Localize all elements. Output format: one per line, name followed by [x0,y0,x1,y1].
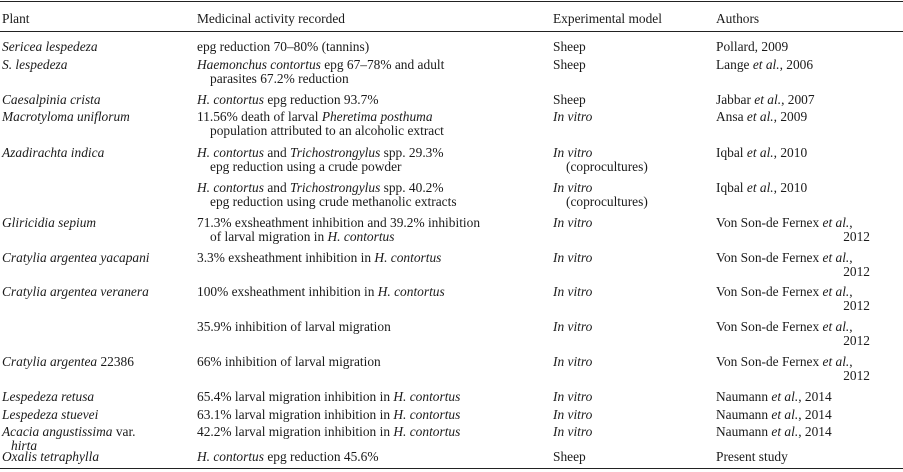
plant-genus-species: Acacia angustissima [2,424,113,439]
text-segment: , [849,319,853,334]
text-segment: Haemonchus contortus [197,57,321,72]
authors-text [716,58,813,72]
model-text: (coprocultures) [566,159,648,174]
text-segment: Von Son-de Fernex [716,284,823,299]
header-authors: Authors [716,11,760,26]
activity-text [197,320,391,334]
text-segment: parasites 67.2% reduction [210,71,349,86]
model-text: In vitro [553,354,593,369]
text-segment: , 2010 [773,145,808,160]
plant-name: Azadirachta indica [2,145,105,160]
model-text: In vitro [553,407,593,422]
text-segment: Present study [716,449,788,464]
plant-name: Sericea lespedeza [2,39,98,54]
text-segment: H. contortus [374,250,442,265]
plant-name: Oxalis tetraphylla [2,449,100,464]
activity-text [197,40,369,54]
text-segment: Jabbar [716,92,755,107]
model-text: (coprocultures) [566,194,648,209]
authors-text [843,369,870,383]
text-segment: Von Son-de Fernex [716,250,823,265]
text-segment: 2012 [843,298,870,313]
activity-text [210,230,394,244]
text-segment: et al. [822,284,850,299]
text-segment: H. contortus [197,145,264,160]
activity-text [197,58,444,72]
authors-text [716,251,853,265]
text-segment: , 2014 [798,389,832,404]
activity-text [197,285,445,299]
plant-cultivar: 22386 [97,354,134,369]
text-segment: epg reduction using crude methanolic extracts [210,194,457,209]
text-segment: epg 67–78% and adult [320,57,445,72]
text-segment: epg reduction using a crude powder [210,159,402,174]
text-segment: epg reduction 70–80% (tannins) [197,39,370,54]
text-segment: 3.3% exsheathment inhibition in [197,250,375,265]
text-segment: et al. [771,389,799,404]
text-segment: epg reduction 45.6% [263,449,379,464]
text-segment: 66% inhibition of larval migration [197,354,381,369]
text-segment: , 2010 [773,180,808,195]
text-segment: H. contortus [197,180,264,195]
authors-text [716,216,853,230]
text-segment: 2012 [843,368,870,383]
text-segment: , [849,354,853,369]
authors-text [716,320,853,334]
model-text: Sheep [553,449,586,464]
text-segment: 100% exsheathment inhibition in [197,284,378,299]
activity-text [197,251,441,265]
text-segment: 2012 [843,229,870,244]
text-segment: Naumann [716,389,772,404]
text-segment: and [263,145,290,160]
authors-text [716,146,807,160]
activity-text [197,181,444,195]
activity-text [210,72,349,86]
header-activity: Medicinal activity recorded [197,11,345,26]
text-segment: Von Son-de Fernex [716,319,823,334]
text-segment: Trichostrongylus [290,145,381,160]
text-segment: , [849,250,853,265]
plant-name: Lespedeza retusa [2,389,95,404]
model-text: Sheep [553,39,586,54]
text-segment: of larval migration in [210,229,328,244]
text-segment: Pheretima posthuma [321,109,433,124]
authors-text [716,355,853,369]
authors-text [843,230,870,244]
authors-text [843,265,870,279]
text-segment: 2012 [843,333,870,348]
activity-text [197,390,460,404]
model-text: In vitro [553,180,593,195]
text-segment: Lange [716,57,753,72]
authors-text [716,390,832,404]
text-segment: Iqbal [716,180,747,195]
text-segment: et al. [822,354,850,369]
model-text: In vitro [553,319,593,334]
text-segment: H. contortus [377,284,445,299]
plant-name: Macrotyloma uniflorum [2,109,130,124]
model-text: Sheep [553,57,586,72]
activity-text [197,93,379,107]
text-segment: H. contortus [393,407,461,422]
authors-text [716,181,807,195]
activity-text [210,160,402,174]
text-segment: , [849,284,853,299]
text-segment: 11.56% death of larval [197,109,322,124]
authors-text [716,425,832,439]
text-segment: et al. [754,92,782,107]
activity-text [197,146,444,160]
authors-text [843,334,870,348]
text-segment: , 2006 [779,57,814,72]
text-segment: H. contortus [197,92,264,107]
text-segment: 65.4% larval migration inhibition in [197,389,394,404]
activity-text [210,195,457,209]
text-segment: population attributed to an alcoholic extract [210,123,444,138]
text-segment: et al. [752,57,780,72]
authors-text [716,450,788,464]
header-rule [0,31,903,32]
text-segment: et al. [746,109,774,124]
text-segment: 63.1% larval migration inhibition in [197,407,394,422]
bottom-rule [0,468,903,469]
model-text: In vitro [553,215,593,230]
authors-text [716,40,788,54]
authors-text [716,408,832,422]
header-plant: Plant [2,11,30,26]
plant-name [2,355,134,369]
text-segment: , 2014 [798,407,832,422]
text-segment: et al. [746,145,774,160]
text-segment: and [263,180,290,195]
text-segment: H. contortus [197,449,264,464]
text-segment: 42.2% larval migration inhibition in [197,424,394,439]
plant-name: Caesalpinia crista [2,92,101,107]
plant-name [2,425,136,439]
activity-text [197,408,460,422]
plant-name: Cratylia argentea yacapani [2,250,150,265]
header-model: Experimental model [553,11,662,26]
text-segment: Von Son-de Fernex [716,354,823,369]
text-segment: H. contortus [393,424,461,439]
text-segment: spp. 40.2% [380,180,444,195]
activity-text [210,124,444,138]
text-segment: Trichostrongylus [290,180,381,195]
plant-name: Lespedeza stuevei [2,407,99,422]
text-segment: et al. [822,319,850,334]
text-segment: Pollard, 2009 [716,39,789,54]
authors-text [716,285,853,299]
text-segment: H. contortus [393,389,461,404]
text-segment: Ansa [716,109,747,124]
activity-text [197,450,379,464]
text-segment: et al. [746,180,774,195]
plant-name: Gliricidia sepium [2,215,97,230]
activity-text [197,425,460,439]
text-segment: spp. 29.3% [380,145,444,160]
text-segment: , [849,215,853,230]
activity-text [197,216,480,230]
model-text: In vitro [553,389,593,404]
text-segment: et al. [822,215,850,230]
text-segment: Iqbal [716,145,747,160]
text-segment: Von Son-de Fernex [716,215,823,230]
text-segment: Naumann [716,407,772,422]
text-segment: , 2009 [773,109,808,124]
text-segment: 71.3% exsheathment inhibition and 39.2% inhibition [197,215,481,230]
model-text: In vitro [553,250,593,265]
model-text: In vitro [553,145,593,160]
authors-text [716,93,815,107]
text-segment: Naumann [716,424,772,439]
plant-variety: hirta [11,438,38,453]
top-rule [0,1,903,2]
text-segment: 35.9% inhibition of larval migration [197,319,391,334]
text-segment: epg reduction 93.7% [263,92,379,107]
plant-name: Cratylia argentea veranera [2,284,149,299]
activity-text [197,355,381,369]
text-segment: , 2014 [798,424,832,439]
text-segment: H. contortus [327,229,395,244]
text-segment: 2012 [843,264,870,279]
model-text: In vitro [553,284,593,299]
model-text: In vitro [553,109,593,124]
plant-name: S. lespedeza [2,57,68,72]
authors-text [716,110,807,124]
text-segment: , 2007 [781,92,815,107]
plant-genus-species: Cratylia argentea [2,354,98,369]
activity-text [197,110,433,124]
plant-var-label: var. [112,424,136,439]
model-text: In vitro [553,424,593,439]
text-segment: et al. [771,407,799,422]
text-segment: et al. [771,424,799,439]
authors-text [843,299,870,313]
model-text: Sheep [553,92,586,107]
text-segment: et al. [822,250,850,265]
